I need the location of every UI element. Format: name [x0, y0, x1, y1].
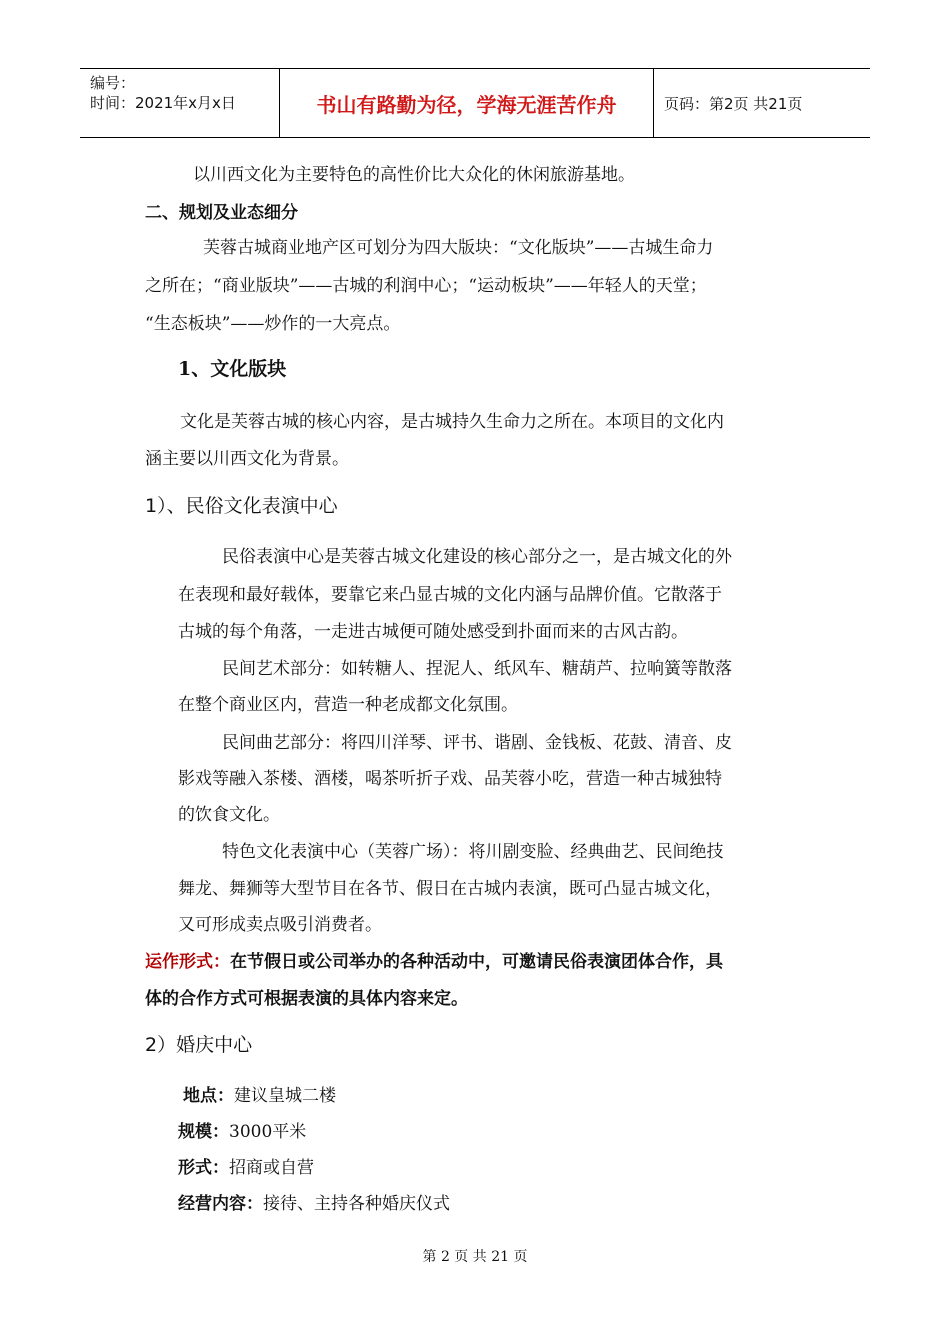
paragraph-line: 民俗表演中心是芙蓉古城文化建设的核心部分之一，是古城文化的外	[222, 547, 732, 567]
paragraph-line: 又可形成卖点吸引消费者。	[178, 915, 382, 935]
scale-label: 规模：	[178, 1122, 229, 1142]
location-label: 地点：	[183, 1086, 234, 1106]
page-header	[80, 68, 870, 138]
form-value: 招商或自营	[229, 1158, 314, 1178]
header-page-info: 页码：第2页 共21页	[664, 94, 803, 113]
paragraph-line: “生态板块”——炒作的一大亮点。	[145, 314, 401, 334]
form-label: 形式：	[178, 1158, 229, 1178]
header-number: 编号：	[90, 74, 136, 92]
paragraph-line: 之所在；“商业版块”——古城的利润中心；“运动板块”——年轻人的天堂；	[145, 276, 707, 296]
paragraph-line: 文化是芙蓉古城的核心内容，是古城持久生命力之所在。本项目的文化内	[180, 412, 724, 432]
page-footer: 第 2 页 共 21 页	[422, 1249, 528, 1265]
heading-wedding: 2）婚庆中心	[145, 1034, 253, 1056]
header-meta	[80, 69, 280, 137]
business-row	[178, 1189, 450, 1214]
scale-row	[178, 1117, 306, 1142]
business-label: 经营内容：	[178, 1194, 263, 1214]
paragraph-line: 民间艺术部分：如转糖人、捏泥人、纸风车、糖葫芦、拉响簧等散落	[222, 659, 732, 679]
paragraph-line: 的饮食文化。	[178, 805, 280, 825]
location-row	[183, 1081, 336, 1106]
paragraph-line: 在表现和最好载体，要靠它来凸显古城的文化内涵与品牌价值。它散落于	[178, 585, 722, 605]
operation-label: 运作形式：	[145, 952, 230, 972]
paragraph-line: 芙蓉古城商业地产区可划分为四大版块：“文化版块”——古城生命力	[203, 238, 714, 258]
paragraph-line: 特色文化表演中心（芙蓉广场）：将川剧变脸、经典曲艺、民间绝技	[222, 842, 724, 862]
heading-folk: 1）、民俗文化表演中心	[145, 495, 338, 517]
operation-line-1	[145, 947, 723, 972]
business-value: 接待、主持各种婚庆仪式	[263, 1194, 450, 1214]
operation-line-2: 体的合作方式可根据表演的具体内容来定。	[145, 989, 468, 1009]
paragraph-line: 舞龙、舞狮等大型节目在各节、假日在古城内表演，既可凸显古城文化，	[178, 879, 722, 899]
form-row	[178, 1153, 314, 1178]
heading-culture: 1、文化版块	[178, 358, 287, 380]
header-date: 时间：2021年x月x日	[90, 94, 236, 112]
paragraph-line: 在整个商业区内，营造一种老成都文化氛围。	[178, 695, 518, 715]
paragraph-line: 影戏等融入茶楼、酒楼，喝茶听折子戏、品芙蓉小吃，营造一种古城独特	[178, 769, 722, 789]
paragraph-line: 古城的每个角落，一走进古城便可随处感受到扑面而来的古风古韵。	[178, 622, 688, 642]
location-value: 建议皇城二楼	[234, 1086, 336, 1106]
header-motto: 书山有路勤为径，学海无涯苦作舟	[280, 69, 654, 137]
paragraph-line: 民间曲艺部分：将四川洋琴、评书、谐剧、金钱板、花鼓、清音、皮	[222, 733, 732, 753]
scale-value: 3000平米	[229, 1122, 307, 1142]
paragraph-line: 以川西文化为主要特色的高性价比大众化的休闲旅游基地。	[193, 165, 635, 185]
paragraph-line: 涵主要以川西文化为背景。	[145, 449, 349, 469]
section-title: 二、规划及业态细分	[145, 203, 298, 223]
operation-text: 在节假日或公司举办的各种活动中，可邀请民俗表演团体合作，具	[230, 952, 723, 972]
